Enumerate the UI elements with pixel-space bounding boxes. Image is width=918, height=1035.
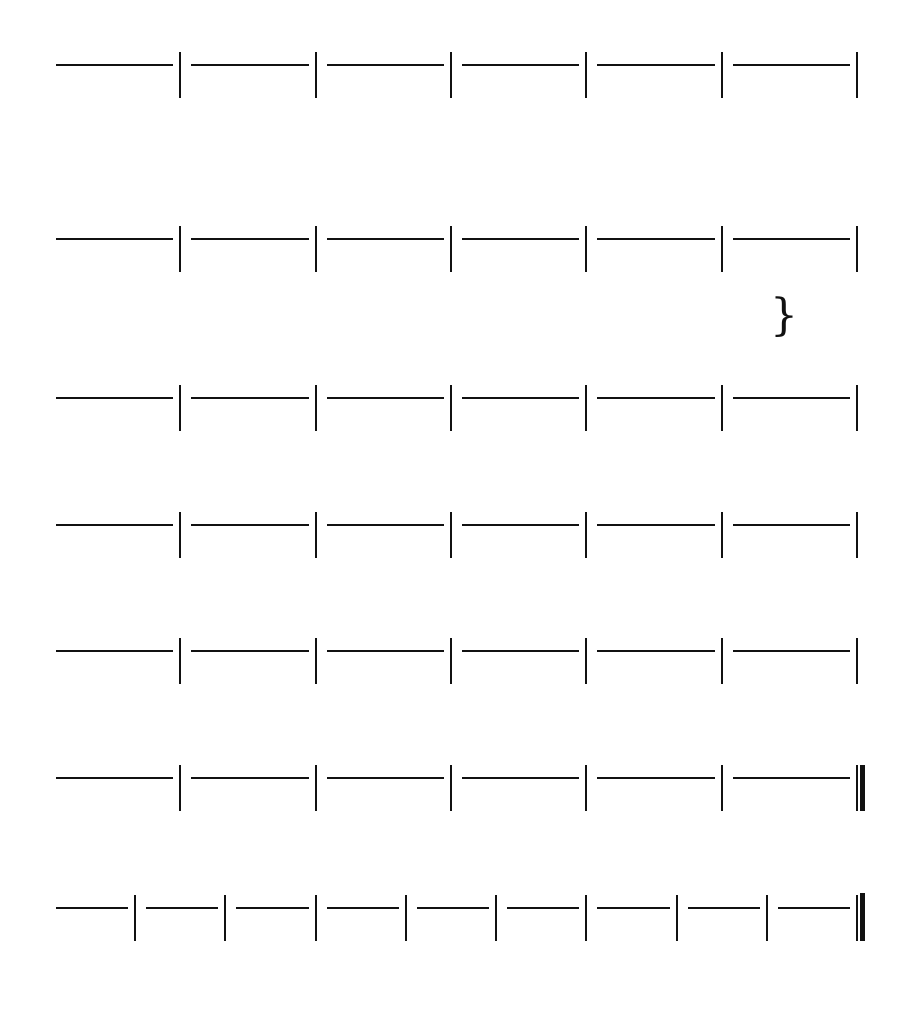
barline [856,226,858,272]
measure-notation [733,62,850,66]
barline [315,895,317,941]
barline [315,385,317,431]
measure-notation [778,905,850,909]
measure-notation [597,62,714,66]
measure-notation [597,395,714,399]
barline [585,895,587,941]
measure-notation [56,395,173,399]
measure-notation [597,522,714,526]
barline [721,52,723,98]
measure-notation [191,522,308,526]
barline [585,512,587,558]
brace-icon: } [770,290,798,341]
measure-notation [56,648,173,652]
barline [585,638,587,684]
measure-notation [462,522,579,526]
measure-notation [191,62,308,66]
barline [856,765,858,811]
measure-notation [597,236,714,240]
measure-notation [327,522,444,526]
barline [856,385,858,431]
measure-notation [327,905,399,909]
barline [856,895,858,941]
measure-notation [597,905,669,909]
barline [585,52,587,98]
barline [315,512,317,558]
barline [450,52,452,98]
repeat-sign [860,765,865,811]
barline [856,638,858,684]
measure-notation [507,905,579,909]
barline [676,895,678,941]
barline [495,895,497,941]
barline [179,385,181,431]
measure-notation [733,775,850,779]
barline [450,512,452,558]
barline [179,52,181,98]
measure-notation [462,395,579,399]
barline [179,638,181,684]
barline [721,385,723,431]
measure-notation [191,395,308,399]
measure-notation [733,395,850,399]
barline [585,385,587,431]
barline [585,765,587,811]
barline [179,512,181,558]
barline [315,52,317,98]
measure-notation [191,775,308,779]
measure-notation [462,648,579,652]
measure-notation [327,62,444,66]
measure-notation [146,905,218,909]
barline [721,512,723,558]
barline [856,52,858,98]
final-barline [860,893,865,941]
measure-notation [327,236,444,240]
barline [721,765,723,811]
measure-notation [733,648,850,652]
barline [450,385,452,431]
barline [179,765,181,811]
measure-notation [56,775,173,779]
barline [766,895,768,941]
measure-notation [56,236,173,240]
barline [721,638,723,684]
barline [315,638,317,684]
barline [179,226,181,272]
measure-notation [56,62,173,66]
measure-notation [462,775,579,779]
barline [134,895,136,941]
barline [315,226,317,272]
barline [315,765,317,811]
barline [450,638,452,684]
measure-notation [327,395,444,399]
measure-notation [597,775,714,779]
barline [450,765,452,811]
barline [450,226,452,272]
measure-notation [597,648,714,652]
barline [856,512,858,558]
measure-notation [417,905,489,909]
measure-notation [191,236,308,240]
measure-notation [462,236,579,240]
measure-notation [733,236,850,240]
measure-notation [56,905,128,909]
measure-notation [733,522,850,526]
measure-notation [236,905,308,909]
barline [585,226,587,272]
measure-notation [56,522,173,526]
measure-notation [688,905,760,909]
measure-notation [191,648,308,652]
barline [721,226,723,272]
measure-notation [327,775,444,779]
barline [405,895,407,941]
barline [224,895,226,941]
measure-notation [327,648,444,652]
measure-notation [462,62,579,66]
